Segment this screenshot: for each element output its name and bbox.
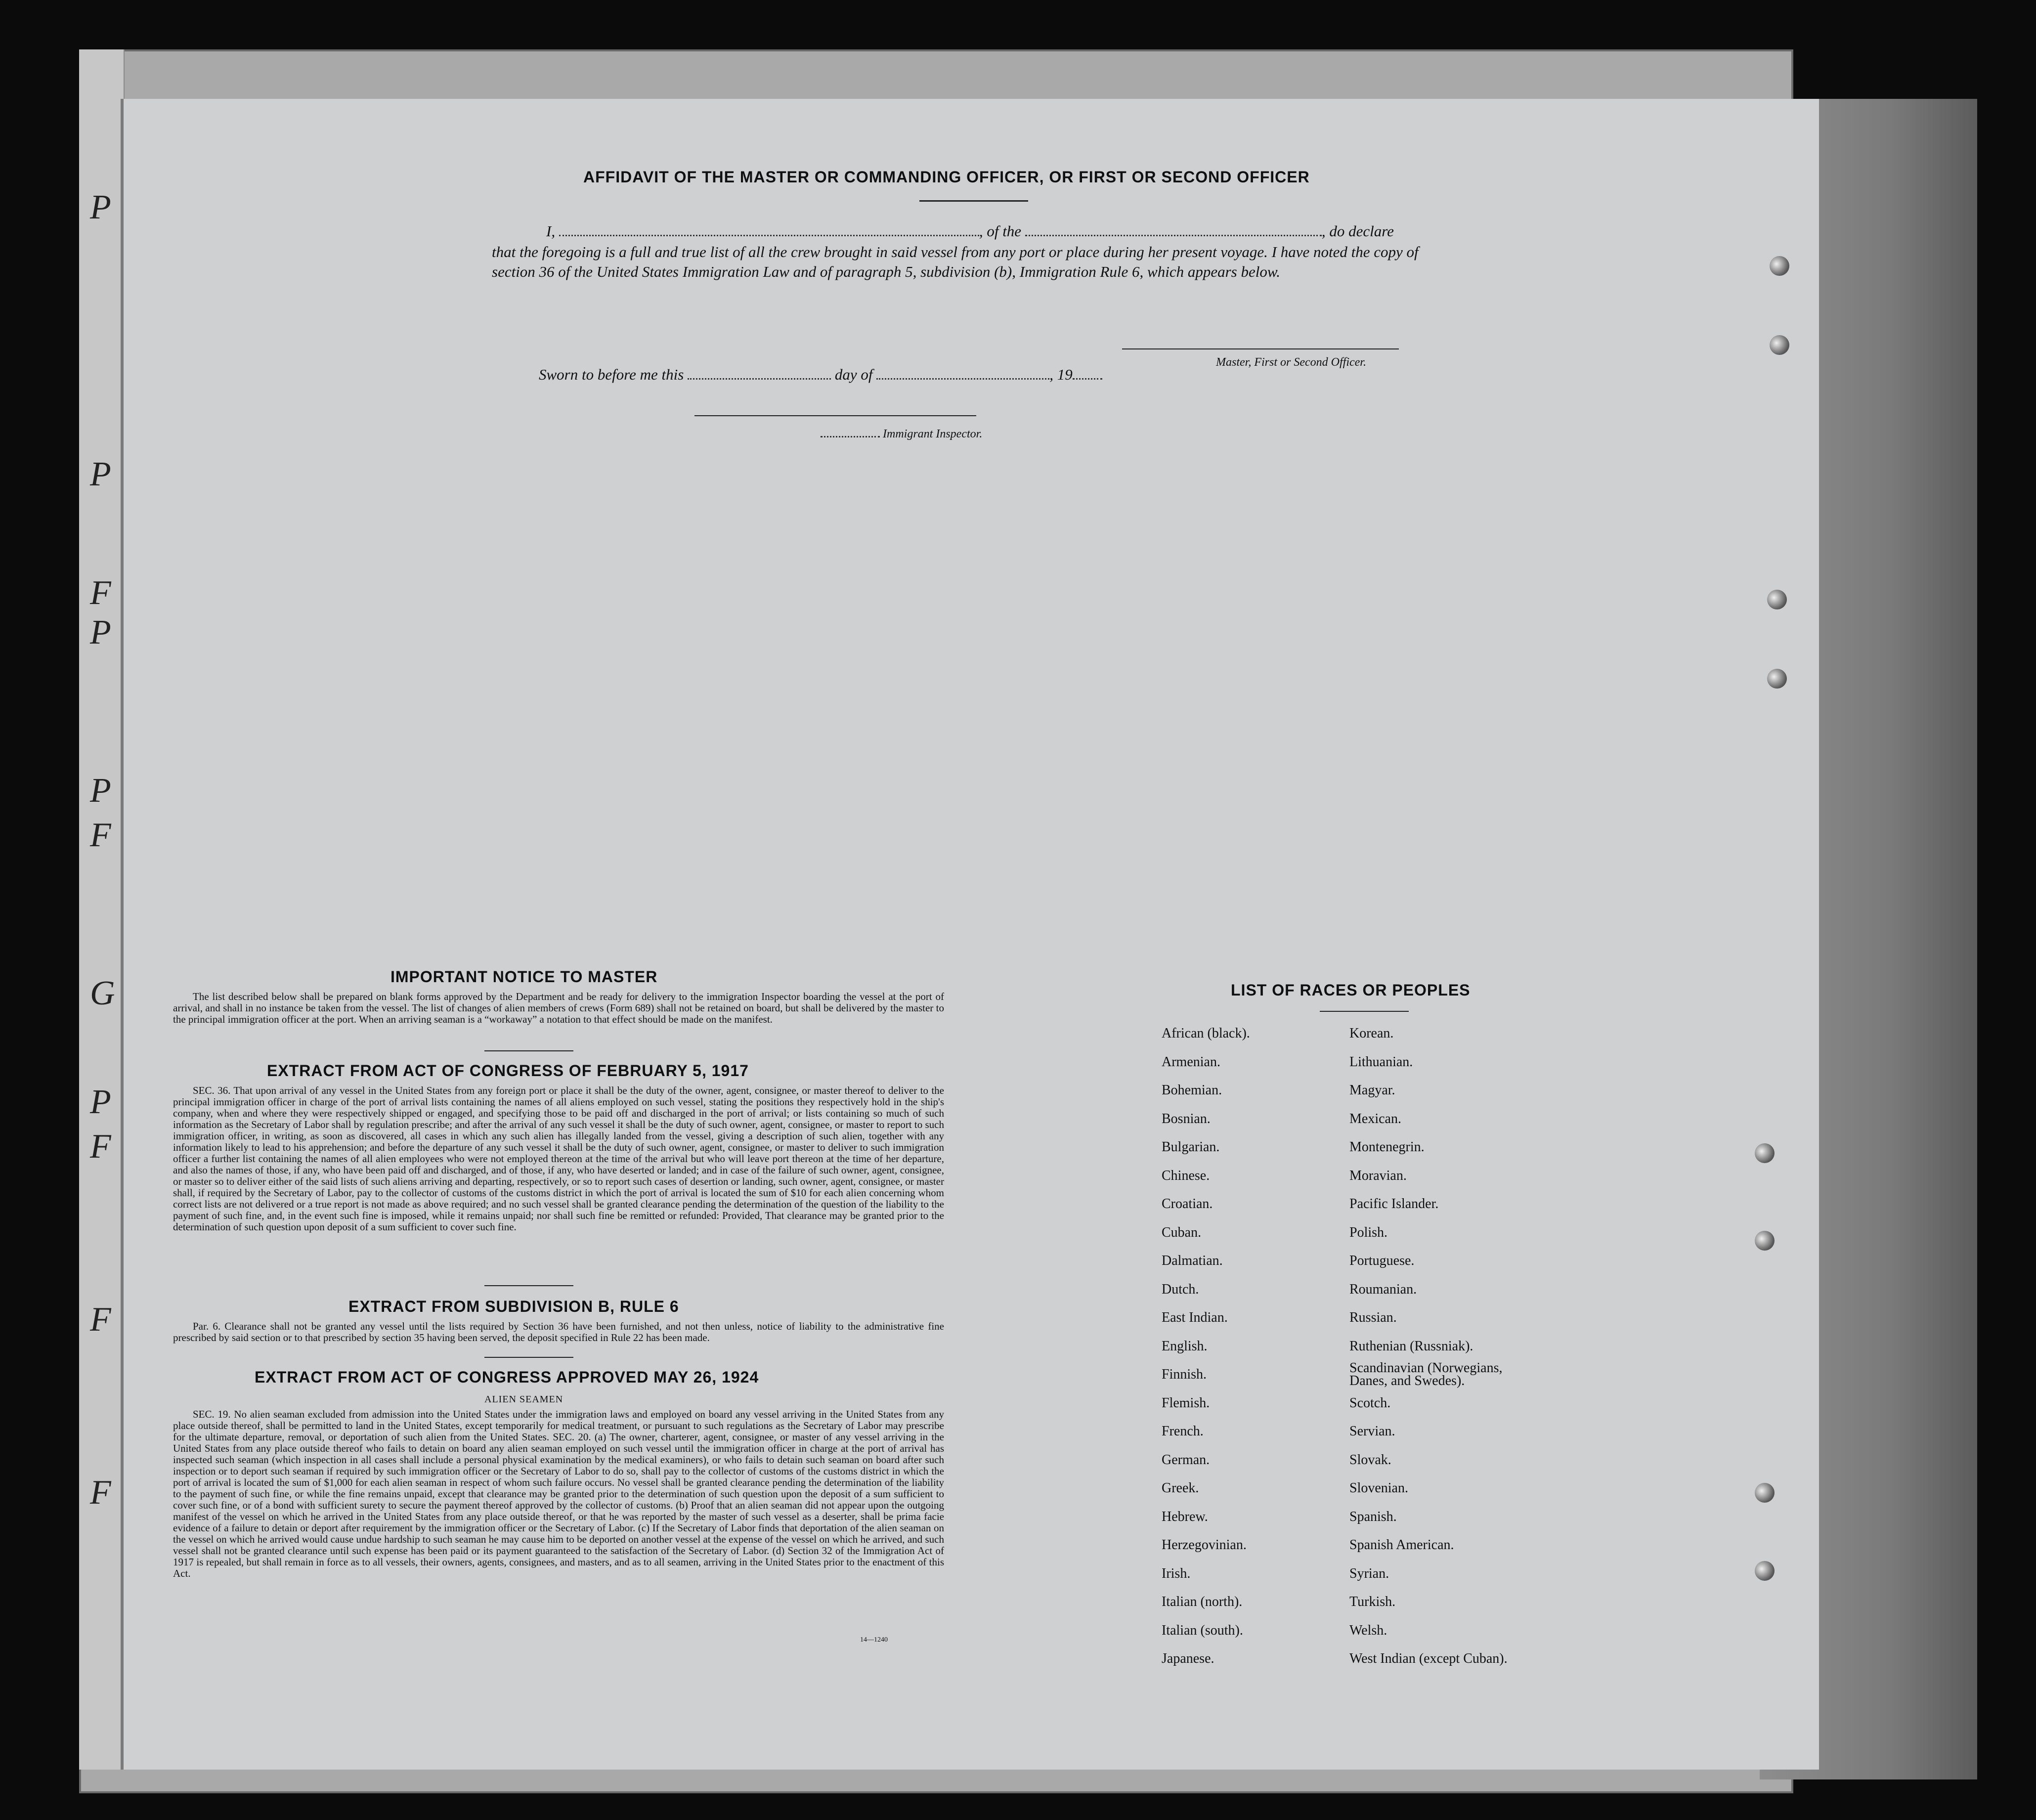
race-item: Pacific Islander. [1349,1196,1439,1212]
extract3-subtitle: ALIEN SEAMEN [484,1394,563,1405]
race-item: African (black). [1162,1026,1250,1041]
divider [484,1285,573,1286]
handwritten-mark: F [90,574,111,612]
race-item: Lithuanian. [1349,1054,1413,1070]
race-item: Polish. [1349,1224,1388,1240]
race-item: Armenian. [1162,1054,1220,1070]
race-item: Finnish. [1162,1367,1207,1382]
sworn-line [539,366,1102,384]
race-item: Portuguese. [1349,1253,1415,1268]
race-item: Welsh. [1349,1622,1387,1638]
race-item: Korean. [1349,1026,1394,1041]
sworn-year-field[interactable] [1073,378,1102,380]
race-item: English. [1162,1338,1208,1354]
of-the-label: , of the [979,222,1022,240]
races-title: LIST OF RACES OR PEOPLES [1231,981,1471,999]
handwritten-mark: F [90,816,111,854]
handwritten-mark: G [90,974,115,1012]
signature-caption: Master, First or Second Officer. [1216,356,1366,369]
extract2-title: EXTRACT FROM SUBDIVISION B, RULE 6 [348,1298,679,1315]
punch-hole [1755,1143,1775,1163]
race-item: Flemish. [1162,1395,1210,1411]
race-item: Roumanian. [1349,1281,1417,1297]
notice-title: IMPORTANT NOTICE TO MASTER [390,968,658,986]
race-item: Cuban. [1162,1224,1202,1240]
inspector-signature-line[interactable] [694,415,976,416]
handwritten-mark: P [90,188,111,226]
race-item: Servian. [1349,1424,1395,1439]
race-item: French. [1162,1424,1204,1439]
extract3-title: EXTRACT FROM ACT OF CONGRESS APPROVED MAY 26, 1924 [255,1368,759,1386]
binding-strip [79,49,125,1770]
race-item: Magyar. [1349,1083,1395,1098]
inspector-caption: Immigrant Inspector. [821,428,982,441]
extract2-text: Par. 6. Clearance shall not be granted any vessel until the lists required by Section 36 have been furnished, and not then unless, notice of liability to the administrative fine prescribed by said section or to that prescribed by section 35 having been served, the deposit specified in Rule 22 has been made. [173,1320,944,1343]
affidavit-body: that the foregoing is a full and true list of all the crew brought in said vessel from any port or place during her present voyage. I have noted the copy of section 36 of the United States Immigration Law and of paragraph 5, subdivision (b), Immigration Rule 6, which appears below. [492,243,1419,280]
race-item: Ruthenian (Russniak). [1349,1338,1473,1354]
race-item: West Indian (except Cuban). [1349,1651,1508,1666]
divider [484,1050,573,1051]
signature-line[interactable] [1122,348,1399,349]
notice-text: The list described below shall be prepared on blank forms approved by the Department and be ready for delivery to the immigration Inspector boarding the vessel at the port of arrival, and shall in no instance be taken from the vessel. The list of changes of alien members of crews (Form 689) shall not be retained on board, but shall be delivered by the master to the principal immigration officer at the port. When an arriving seaman is a “workaway” a notation to that effect should be made on the manifest. [173,991,944,1025]
handwritten-mark: P [90,455,111,493]
sworn-month-field[interactable] [876,378,1049,380]
race-item: Slovak. [1349,1452,1391,1468]
handwritten-mark: P [90,1083,111,1121]
race-item: Spanish American. [1349,1537,1454,1553]
vessel-field[interactable] [1025,235,1322,236]
affidavit-title: AFFIDAVIT OF THE MASTER OR COMMANDING OFFICER, OR FIRST OR SECOND OFFICER [583,168,1310,186]
divider [919,200,1028,202]
divider [484,1357,573,1358]
race-item: Greek. [1162,1480,1199,1496]
punch-hole [1755,1561,1775,1581]
race-item: German. [1162,1452,1210,1468]
handwritten-mark: F [90,1473,111,1512]
affidavit-i-label: I, [546,222,556,240]
race-item: Japanese. [1162,1651,1214,1666]
race-item: Bohemian. [1162,1083,1222,1098]
form-number: 14—1240 [860,1636,888,1644]
race-item: Montenegrin. [1349,1139,1425,1155]
punch-hole [1755,1483,1775,1503]
do-declare-label: , do declare [1321,222,1394,240]
sworn-label: Sworn to before me this [539,366,684,383]
handwritten-mark: P [90,772,111,810]
race-item: Bulgarian. [1162,1139,1220,1155]
race-item: Slovenian. [1349,1480,1408,1496]
race-item: Herzegovinian. [1162,1537,1247,1553]
handwritten-mark: F [90,1127,111,1166]
race-item: Irish. [1162,1565,1191,1581]
race-item: Russian. [1349,1310,1397,1325]
extract3-text: SEC. 19. No alien seaman excluded from admission into the United States under the immigration laws and employed on board any vessel arriving in the United States from any place outside thereof, shall be permitted to land in the United States, except temporarily for medical treatment, or pursuant to such regulations as the Secretary of Labor may prescribe for the ultimate departure, removal, or deportation of such alien from the United States. SEC. 20. (a) The owner, charterer, agent, consignee, or master of any vessel arriving in the United States from any place outside thereof who fails to detain on board any alien seaman employed on such vessel until the immigration officer in charge at the port of arrival has inspected such seaman (which inspection in all cases shall include a personal physical examination by the medical examiners), or who fails to detain such seaman on board after such inspection or to deport such seaman if required by such immigration officer or the Secretary of Labor to do so, shall pay to the collector of customs of the customs district in which the port of arrival is located the sum of $1,000 for each alien seaman in respect of whom such failure occurs. No vessel shall be granted clearance pending the determination of the liability to the payment of such fine, or while the fine remains unpaid, except that clearance may be granted prior to the determination of such question upon the deposit of a sum sufficient to cover such fine, or of a bond with sufficient surety to secure the payment thereof approved by the collector of customs. (b) Proof that an alien seaman did not appear upon the outgoing manifest of the vessel on which he arrived in the United States from any place outside thereof, or that he was reported by the master of such vessel as a deserter, shall be prima facie evidence of a failure to detain or deport after requirement by the immigration officer or the Secretary of Labor. (c) If the Secretary of Labor finds that deportation of the alien seaman on the vessel on which he arrived would cause undue hardship to such seaman he may cause him to be deported on another vessel at the expense of the vessel on which he arrived, and such vessel shall not be granted clearance until such expense has been paid or its payment guaranteed to the satisfaction of the Secretary of Labor. (d) Section 32 of the Immigration Act of 1917 is repealed, but shall remain in force as to all vessels, their owners, agents, consignees, and masters, and as to all seamen, arriving in the United States prior to the enactment of this Act. [173,1408,944,1579]
extract1-title: EXTRACT FROM ACT OF CONGRESS OF FEBRUARY 5, 1917 [267,1062,749,1080]
race-item: Chinese. [1162,1168,1210,1183]
extract1-text: SEC. 36. That upon arrival of any vessel in the United States from any foreign port or place it shall be the duty of the owner, agent, consignee, or master thereof to deliver to the principal immigration officer in charge of the port of arrival lists containing the names of all aliens employed on such vessel, stating the positions they respectively hold in the ship's company, when and where they were respectively shipped or engaged, and specifying those to be paid off and discharged in the port of arrival; or lists containing so much of such information as the Secretary of Labor shall by regulation prescribe; and after the arrival of any such vessel it shall be the duty of such owner, agent, consignee, or master to report to such immigration officer, in writing, as soon as discovered, all cases in which any such alien has illegally landed from the vessel, giving a description of such alien, together with any information likely to lead to his apprehension; and before the departure of any such vessel it shall be the duty of such owner, agent, consignee, or master to deliver to such immigration officer a further list containing the names of all alien employees who were not employed thereon at the time of the arrival but who will leave port thereon at the time of her departure, and also the names of those, if any, who have been paid off and discharged, and of those, if any, who have deserted or landed; and in case of the failure of such owner, agent, consignee, or master so to deliver either of the said lists of such aliens arriving and departing, respectively, or so to report such cases of desertion or landing, such owner, agent, consignee, or master shall, if required by the Secretary of Labor, pay to the collector of customs of the customs district in which the port of arrival is located the sum of $10 for each alien concerning whom correct lists are not delivered or a true report is not made as above required; and no such vessel shall be granted clearance pending the determination of the question of the liability to the payment of such fine, and, in the event such fine is imposed, while it remains unpaid; nor shall such fine be remitted or refunded: Provided, That clearance may be granted prior to the determination of such question upon deposit of a sum sufficient to cover such fine. [173,1084,944,1233]
race-item: Turkish. [1349,1594,1396,1609]
punch-hole [1767,590,1787,609]
race-item: Scandinavian (Norwegians, Danes, and Swedes). [1349,1360,1503,1388]
name-field[interactable] [559,235,979,236]
punch-hole [1767,669,1787,689]
handwritten-mark: F [90,1300,111,1339]
race-item: Croatian. [1162,1196,1213,1212]
divider [1320,1011,1409,1012]
handwritten-mark: P [90,613,111,651]
race-item: Italian (north). [1162,1594,1243,1609]
race-item: Hebrew. [1162,1509,1208,1524]
race-item: Dalmatian. [1162,1253,1223,1268]
race-item: Dutch. [1162,1281,1199,1297]
day-of-label: day of [834,366,873,383]
year-label: , 19 [1049,366,1073,383]
race-item: Syrian. [1349,1565,1389,1581]
race-item: Bosnian. [1162,1111,1211,1127]
affidavit-line1 [546,222,1394,240]
race-item: Spanish. [1349,1509,1397,1524]
race-item: Mexican. [1349,1111,1401,1127]
punch-hole [1770,256,1789,276]
race-item: Moravian. [1349,1168,1407,1183]
form-page [124,99,1819,1770]
race-item: East Indian. [1162,1310,1228,1325]
race-item: Scotch. [1349,1395,1391,1411]
punch-hole [1770,335,1789,355]
punch-hole [1755,1231,1775,1251]
race-item: Italian (south). [1162,1622,1243,1638]
sworn-day-field[interactable] [688,378,831,380]
